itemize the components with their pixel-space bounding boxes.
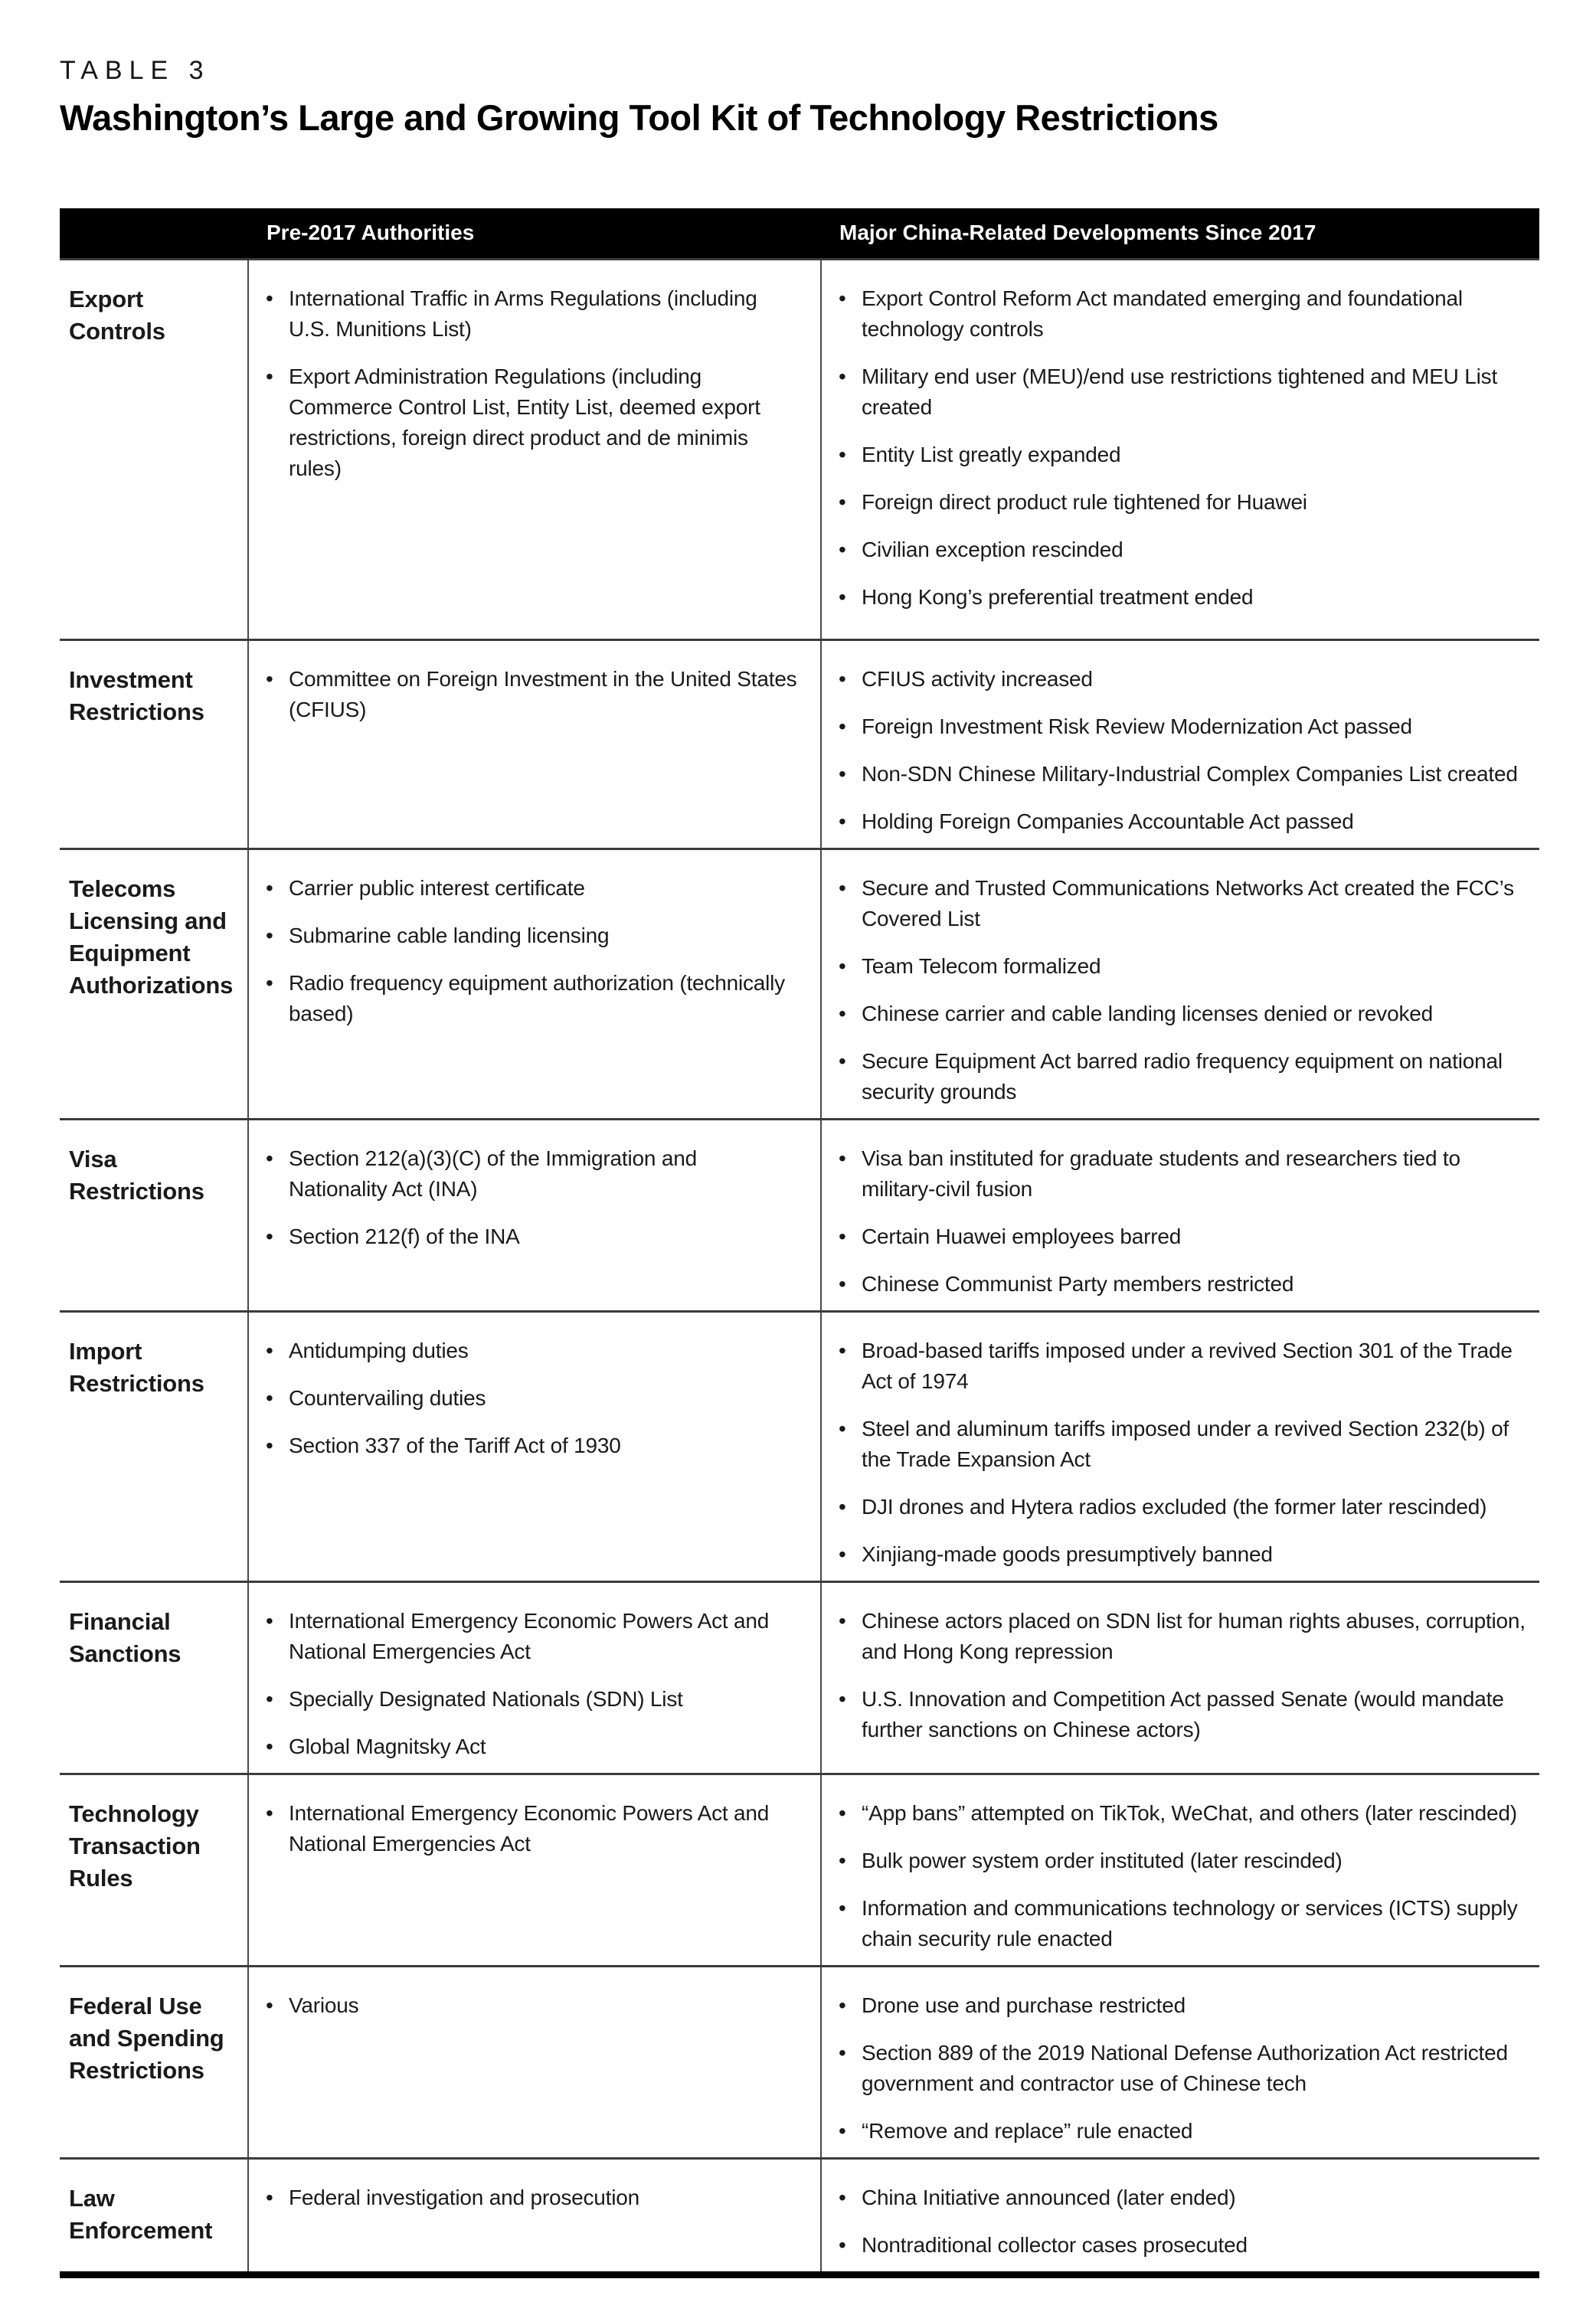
list-item: • Information and communications technology or services (ICTS) supply chain security rule enacted	[822, 1893, 1530, 1954]
table-row-financial-sanctions	[60, 1581, 1539, 1774]
list-item: • “App bans” attempted on TikTok, WeChat, and others (later rescinded)	[822, 1798, 1530, 1829]
list-item: • Federal investigation and prosecution	[249, 2183, 797, 2213]
list-item: • DJI drones and Hytera radios excluded (the former later rescinded)	[822, 1492, 1530, 1522]
list-item: • Foreign direct product rule tightened for Huawei	[822, 487, 1530, 518]
header-category-empty	[60, 208, 248, 260]
list-item: • Bulk power system order instituted (later rescinded)	[822, 1846, 1530, 1876]
pre2017-cell	[248, 1119, 821, 1311]
list-item: • Radio frequency equipment authorization (technically based)	[249, 968, 797, 1029]
list-item: • Military end user (MEU)/end use restrictions tightened and MEU List created	[822, 361, 1530, 423]
list-item: • Foreign Investment Risk Review Modernization Act passed	[822, 711, 1530, 742]
list-item: • Holding Foreign Companies Accountable Act passed	[822, 806, 1530, 837]
list-item: • Broad-based tariffs imposed under a revived Section 301 of the Trade Act of 1974	[822, 1336, 1530, 1397]
since2017-cell	[821, 2158, 1539, 2274]
pre2017-cell	[248, 1581, 821, 1774]
category-cell: Visa Restrictions	[60, 1119, 248, 1311]
table-row-import-restrictions	[60, 1311, 1539, 1581]
header-pre2017: Pre-2017 Authorities	[248, 208, 821, 260]
category-cell: Law Enforcement	[60, 2158, 248, 2274]
table-row-law-enforcement	[60, 2158, 1539, 2274]
list-item: • Antidumping duties	[249, 1336, 797, 1366]
category-cell: Telecoms Licensing and Equipment Authorizations	[60, 849, 248, 1119]
category-cell: Technology Transaction Rules	[60, 1774, 248, 1966]
list-item: • Entity List greatly expanded	[822, 440, 1530, 470]
list-item: • Export Control Reform Act mandated emerging and foundational technology controls	[822, 283, 1530, 345]
list-item: • Section 337 of the Tariff Act of 1930	[249, 1431, 797, 1461]
since2017-cell	[821, 1119, 1539, 1311]
table-row-visa-restrictions	[60, 1119, 1539, 1311]
list-item: • Section 212(a)(3)(C) of the Immigration and Nationality Act (INA)	[249, 1143, 797, 1205]
list-item: • Drone use and purchase restricted	[822, 1990, 1530, 2021]
list-item: • Global Magnitsky Act	[249, 1731, 797, 1762]
list-item: • Nontraditional collector cases prosecuted	[822, 2230, 1530, 2261]
pre2017-cell	[248, 849, 821, 1119]
table-row-investment-restrictions	[60, 639, 1539, 849]
category-cell: Export Controls	[60, 259, 248, 639]
since2017-cell	[821, 1966, 1539, 2158]
list-item: • Hong Kong’s preferential treatment ended	[822, 582, 1530, 613]
list-item: • Chinese actors placed on SDN list for human rights abuses, corruption, and Hong Kong repression	[822, 1606, 1530, 1667]
pre2017-cell	[248, 639, 821, 849]
pre2017-cell	[248, 1774, 821, 1966]
since2017-cell	[821, 1311, 1539, 1581]
table-row-technology-transaction-rules	[60, 1774, 1539, 1966]
list-item: • Section 212(f) of the INA	[249, 1221, 797, 1252]
list-item: • Visa ban instituted for graduate students and researchers tied to military-civil fusion	[822, 1143, 1530, 1205]
list-item: • China Initiative announced (later ended)	[822, 2183, 1530, 2213]
table-title: Washington’s Large and Growing Tool Kit of Technology Restrictions	[60, 96, 1218, 138]
list-item: • Specially Designated Nationals (SDN) List	[249, 1684, 797, 1715]
since2017-cell	[821, 849, 1539, 1119]
list-item: • Team Telecom formalized	[822, 951, 1530, 982]
list-item: • Various	[249, 1990, 797, 2021]
list-item: • Submarine cable landing licensing	[249, 920, 797, 951]
list-item: • Chinese Communist Party members restricted	[822, 1269, 1530, 1300]
since2017-cell	[821, 259, 1539, 639]
header-since2017: Major China-Related Developments Since 2017	[821, 208, 1539, 260]
list-item: • Xinjiang-made goods presumptively banned	[822, 1539, 1530, 1570]
list-item: • CFIUS activity increased	[822, 664, 1530, 695]
list-item: • Countervailing duties	[249, 1383, 797, 1414]
list-item: • International Emergency Economic Powers Act and National Emergencies Act	[249, 1606, 797, 1667]
list-item: • Chinese carrier and cable landing licenses denied or revoked	[822, 999, 1530, 1029]
since2017-cell	[821, 1581, 1539, 1774]
since2017-cell	[821, 639, 1539, 849]
list-item: • International Emergency Economic Powers Act and National Emergencies Act	[249, 1798, 797, 1859]
technology-restrictions-table	[60, 208, 1539, 2278]
list-item: • Secure Equipment Act barred radio frequency equipment on national security grounds	[822, 1046, 1530, 1107]
category-cell: Investment Restrictions	[60, 639, 248, 849]
category-cell: Federal Use and Spending Restrictions	[60, 1966, 248, 2158]
pre2017-cell	[248, 1966, 821, 2158]
list-item: • Committee on Foreign Investment in the United States (CFIUS)	[249, 664, 797, 725]
category-cell: Financial Sanctions	[60, 1581, 248, 1774]
list-item: • Civilian exception rescinded	[822, 535, 1530, 565]
pre2017-cell	[248, 2158, 821, 2274]
list-item: • Carrier public interest certificate	[249, 873, 797, 904]
list-item: • Section 889 of the 2019 National Defense Authorization Act restricted government and contractor use of Chinese tech	[822, 2038, 1530, 2099]
list-item: • Export Administration Regulations (including Commerce Control List, Entity List, deemed export restrictions, foreign direct product and de minimis rules)	[249, 361, 797, 484]
table-row-federal-use-spending	[60, 1966, 1539, 2158]
list-item: • Steel and aluminum tariffs imposed under a revived Section 232(b) of the Trade Expansion Act	[822, 1414, 1530, 1475]
since2017-cell	[821, 1774, 1539, 1966]
list-item: • Non-SDN Chinese Military-Industrial Complex Companies List created	[822, 759, 1530, 790]
list-item: • Secure and Trusted Communications Networks Act created the FCC’s Covered List	[822, 873, 1530, 934]
list-item: • Certain Huawei employees barred	[822, 1221, 1530, 1252]
table-number-label: TABLE 3	[60, 56, 211, 85]
pre2017-cell	[248, 1311, 821, 1581]
table-row-telecoms-licensing	[60, 849, 1539, 1119]
list-item: • U.S. Innovation and Competition Act passed Senate (would mandate further sanctions on Chinese actors)	[822, 1684, 1530, 1745]
table-row-export-controls	[60, 259, 1539, 639]
table-header-row	[60, 208, 1539, 260]
list-item: • International Traffic in Arms Regulations (including U.S. Munitions List)	[249, 283, 797, 345]
pre2017-cell	[248, 259, 821, 639]
category-cell: Import Restrictions	[60, 1311, 248, 1581]
list-item: • “Remove and replace” rule enacted	[822, 2116, 1530, 2147]
